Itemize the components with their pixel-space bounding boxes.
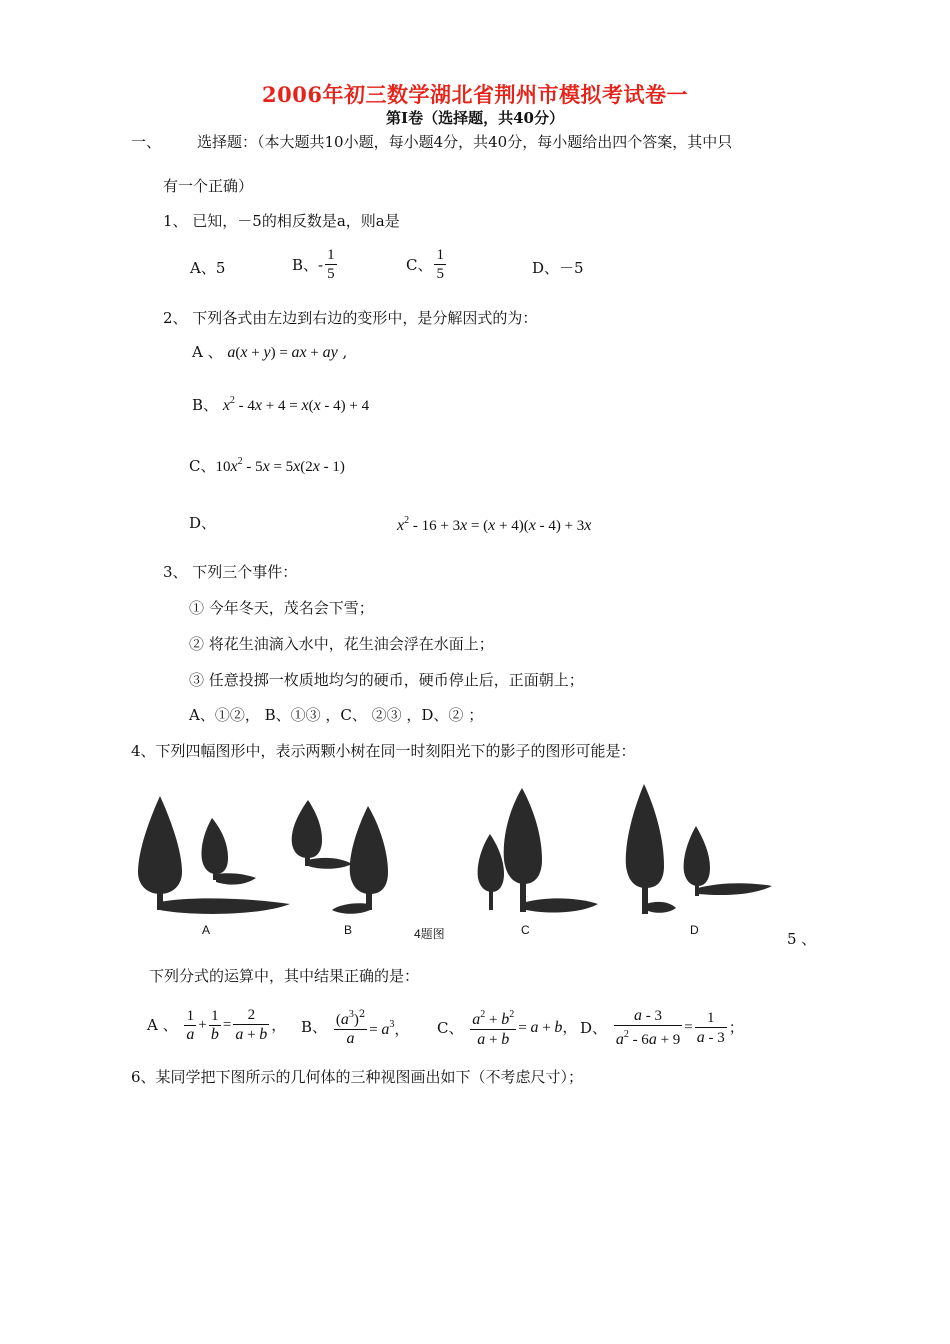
fraction: $\frac{2}{a + b}$ <box>235 1007 268 1043</box>
q2-option-d-label: D、 <box>189 514 217 532</box>
section-number: 一、 <box>131 133 162 151</box>
q3-event-1: ① 今年冬天，茂名会下雪； <box>189 599 374 617</box>
page-subtitle: 第Ⅰ卷（选择题，共40分） <box>386 109 564 127</box>
tree-label-a: A <box>202 923 211 937</box>
fraction: $\frac{1}{5}$ <box>436 247 444 282</box>
q3-stem: 3、 下列三个事件： <box>163 563 298 581</box>
q4-stem: 4、下列四幅图形中，表示两颗小树在同一时刻阳光下的影子的图形可能是： <box>131 742 636 760</box>
fraction: $\frac{1}{a}$ <box>186 1007 195 1043</box>
tree-panel-c <box>478 788 598 912</box>
fraction: $\frac{1}{a - 3}$ <box>696 1009 725 1046</box>
q2-option-c: C、$10x^2 - 5x = 5x(2x - 1)$ <box>189 456 345 475</box>
q3-options: A、①②， B、①③ ，C、 ②③ ，D、② ； <box>189 706 484 724</box>
fraction: $\frac{1}{b}$ <box>210 1007 219 1043</box>
tree-label-c: C <box>521 923 530 937</box>
section-instructions: 选择题：（本大题共10小题，每小题4分，共40分，每小题给出四个答案，其中只 <box>197 133 733 151</box>
q5-option-a: A 、 $\frac{1}{a}$ + $\frac{1}{b}$ = $\frac{2}{a + b}$ ， <box>147 1007 287 1043</box>
q5-option-d: D、 $\frac{a - 3}{a^2 - 6a + 9}$ = $\frac{1}{a - 3}$ ； <box>580 1007 744 1048</box>
tree-panel-b <box>292 800 388 914</box>
q5-number: 5 、 <box>787 930 817 948</box>
page-title: 2006年初三数学湖北省荆州市模拟考试卷一 <box>262 82 688 107</box>
q5-option-c: C、 $\frac{a^2 + b^2}{a + b}$ = a + b， <box>437 1006 577 1049</box>
tree-panel-a <box>138 796 290 914</box>
fraction: $\frac{a^2 + b^2}{a + b}$ <box>470 1006 516 1049</box>
figure-caption: 4题图 <box>414 927 445 941</box>
q1-option-b: B、- $\frac{1}{5}$ <box>292 247 335 282</box>
tree-label-b: B <box>344 923 353 937</box>
q1-option-d: D、－5 <box>532 259 584 277</box>
tree-shadow-figure <box>130 770 790 942</box>
section-instructions-cont: 有一个正确） <box>163 177 254 195</box>
q2-stem: 2、 下列各式由左边到右边的变形中，是分解因式的为： <box>163 309 538 327</box>
fraction: $\frac{a - 3}{a^2 - 6a + 9}$ <box>615 1007 681 1048</box>
q3-event-3: ③ 任意投掷一枚质地均匀的硬币，硬币停止后，正面朝上； <box>189 671 584 689</box>
q1-option-a: A、5 <box>190 259 226 277</box>
q6-stem: 6、某同学把下图所示的几何体的三种视图画出如下（不考虑尺寸）； <box>131 1068 584 1086</box>
q2-option-d-expression: $x^2 - 16 + 3x = (x + 4)(x - 4) + 3x$ <box>397 515 592 534</box>
fraction: $\frac{(a^3)^2}{a}$ <box>334 1006 367 1048</box>
q1-option-c: C、 $\frac{1}{5}$ <box>406 247 444 282</box>
q3-event-2: ② 将花生油滴入水中，花生油会浮在水面上； <box>189 635 494 653</box>
q2-option-a: A 、 a(x + y) = ax + ay , <box>192 343 348 361</box>
q5-option-b: B、 $\frac{(a^3)^2}{a}$ = $a^3$， <box>301 1006 409 1048</box>
tree-label-d: D <box>690 923 699 937</box>
q1-stem: 1、 已知，－5的相反数是a，则a是 <box>163 212 400 230</box>
fraction: $\frac{1}{5}$ <box>327 247 335 282</box>
q5-stem: 下列分式的运算中，其中结果正确的是： <box>149 967 420 985</box>
tree-panel-d <box>626 784 772 914</box>
q2-option-b: B、 $x^2 - 4x + 4 = x(x - 4) + 4$ <box>192 395 370 414</box>
